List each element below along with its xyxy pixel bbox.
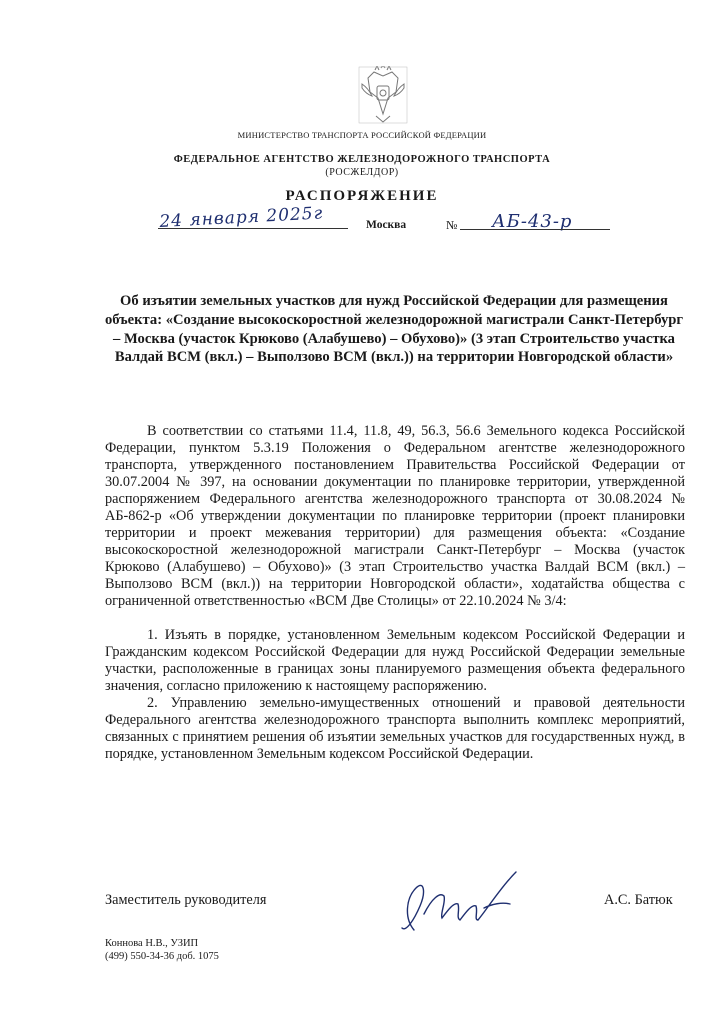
preamble-paragraph: В соответствии со статьями 11.4, 11.8, 49, 56.3, 56.6 Земельного кодекса Российской Федерации, пунктом 5.3.19 Положения о Федеральном агентстве железнодорожного транспорта, утвержденного постановлением Правительства Российской Федерации от 30.07.2004 № 397, на основании документации по планировке территории, утвержденной распоряжением Федерального агентства железнодорожного транспорта от 30.08.2024 № АБ-862-р «Об утверждении документации по планировке территории (проект планировки территории и проект межевания территории) для размещения объекта: «Создание высокоскоростной железнодорожной магистрали Санкт-Петербург – Москва (участок Крюково (Алабушево) – Обухово)» (3 этап Строительство участка Валдай ВСМ (вкл.) – Выползово ВСМ (вкл.)) на территории Новгородской области», ходатайства общества с ограниченной ответственностью «ВСМ Две Столицы» от 22.10.2024 № 3/4: [105,423,685,609]
ministry-name: МИНИСТЕРСТВО ТРАНСПОРТА РОССИЙСКОЙ ФЕДЕРАЦИИ [237,130,487,140]
document-title: Об изъятии земельных участков для нужд Российской Федерации для размещения объекта: «Создание высокоскоростной железнодорожной магистрали Санкт-Петербург – Москва (участок Крюково (Алабушево) – Обухово)» (3 этап Строительство участка Валдай ВСМ (вкл.) – Выползово ВСМ (вкл.)) на территории Новгородской области» [104,293,684,366]
coat-of-arms-icon [358,66,408,124]
signatory-name: А.С. Батюк [604,892,673,908]
order-item-1: 1. Изъять в порядке, установленном Земельным кодексом Российской Федерации и Гражданским кодексом Российской Федерации для нужд Российской Федерации земельные участки, расположенные в границах зоны планируемого размещения объекта федерального значения, согласно приложению к настоящему распоряжению. [105,627,685,694]
agency-short-name: (РОСЖЕЛДОР) [325,167,399,178]
document-date: 24 января 2025г [158,203,324,232]
signatory-position: Заместитель руководителя [105,892,267,908]
handwritten-signature [384,858,534,940]
number-underline [460,229,610,230]
agency-name: ФЕДЕРАЛЬНОЕ АГЕНТСТВО ЖЕЛЕЗНОДОРОЖНОГО ТРАНСПОРТА [173,154,551,165]
executor-name: Коннова Н.В., УЗИП [105,938,199,949]
date-underline [158,228,348,229]
executor-block [105,937,219,963]
document-number: АБ-43-р [492,211,573,232]
order-item-2: 2. Управлению земельно-имущественных отношений и правовой деятельности Федерального агентства железнодорожного транспорта выполнить комплекс мероприятий, связанных с принятием решения об изъятии земельных участков для государственных нужд, в порядке, установленном Земельным кодексом Российской Федерации. [105,695,685,762]
document-type: РАСПОРЯЖЕНИЕ [285,188,439,204]
document-city: Москва [366,219,407,231]
number-sign: № [446,218,458,232]
agency-block [0,153,724,179]
executor-phone: (499) 550-34-36 доб. 1075 [105,951,219,962]
document-body [105,423,685,780]
